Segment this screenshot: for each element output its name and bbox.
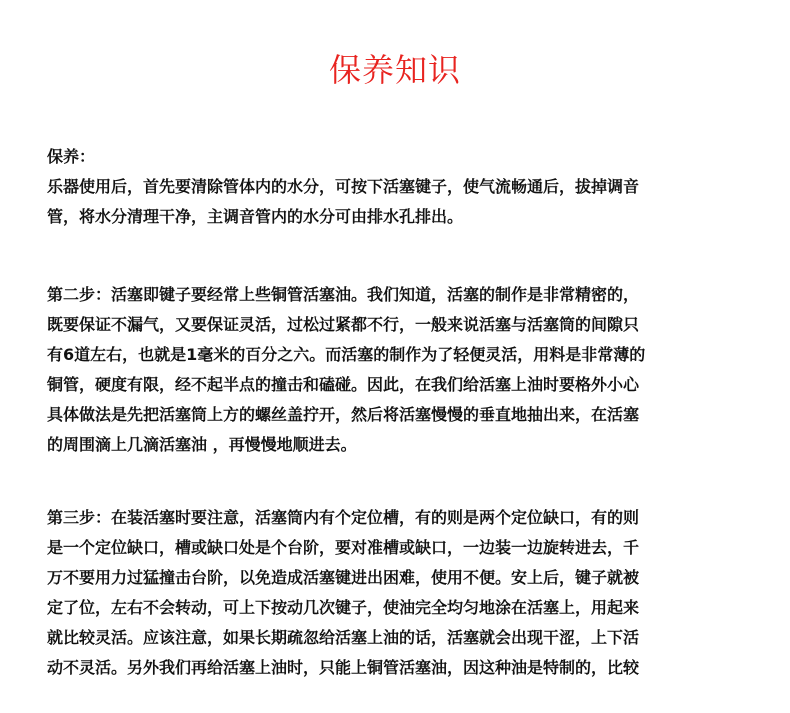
paragraph-line: 就比较灵活。应该注意，如果长期疏忽给活塞上油的话，活塞就会出现干涩，上下活	[47, 628, 640, 647]
paragraph-line: 具体做法是先把活塞筒上方的螺丝盖拧开，然后将活塞慢慢的垂直地抽出来，在活塞	[47, 405, 640, 424]
paragraph-line: 第三步：在装活塞时要注意，活塞筒内有个定位槽，有的则是两个定位缺口，有的则	[47, 508, 640, 527]
maintenance-intro-paragraph	[47, 142, 743, 232]
paragraph-line: 第二步：活塞即键子要经常上些铜管活塞油。我们知道，活塞的制作是非常精密的，	[47, 285, 640, 304]
paragraph-line: 的周围滴上几滴活塞油 ，再慢慢地顺进去。	[47, 435, 357, 454]
paragraph-line: 既要保证不漏气，又要保证灵活，过松过紧都不行，一般来说活塞与活塞筒的间隙只	[47, 315, 640, 334]
page-title: 保养知识	[328, 51, 461, 89]
paragraph-line: 管，将水分清理干净，主调音管内的水分可由排水孔排出。	[47, 207, 464, 226]
paragraph-line: 定了位，左右不会转动，可上下按动几次键子，使油完全均匀地涂在活塞上，用起来	[47, 598, 640, 617]
step-two-paragraph	[47, 280, 743, 460]
step-three-paragraph	[47, 503, 743, 683]
paragraph-line: 保养：	[47, 147, 96, 166]
paragraph-line: 万不要用力过猛撞击台阶，以免造成活塞键进出困难，使用不便。安上后，键子就被	[47, 568, 640, 587]
paragraph-line: 是一个定位缺口，槽或缺口处是个台阶，要对准槽或缺口，一边装一边旋转进去，千	[47, 538, 640, 557]
paragraph-line: 有6道左右，也就是1毫米的百分之六。而活塞的制作为了轻便灵活，用料是非常薄的	[47, 345, 646, 364]
paragraph-line: 乐器使用后，首先要清除管体内的水分，可按下活塞键子，使气流畅通后，拔掉调音	[47, 177, 640, 196]
paragraph-line: 铜管，硬度有限，经不起半点的撞击和磕碰。因此，在我们给活塞上油时要格外小心	[47, 375, 640, 394]
paragraph-line: 动不灵活。另外我们再给活塞上油时，只能上铜管活塞油，因这种油是特制的，比较	[47, 658, 640, 677]
